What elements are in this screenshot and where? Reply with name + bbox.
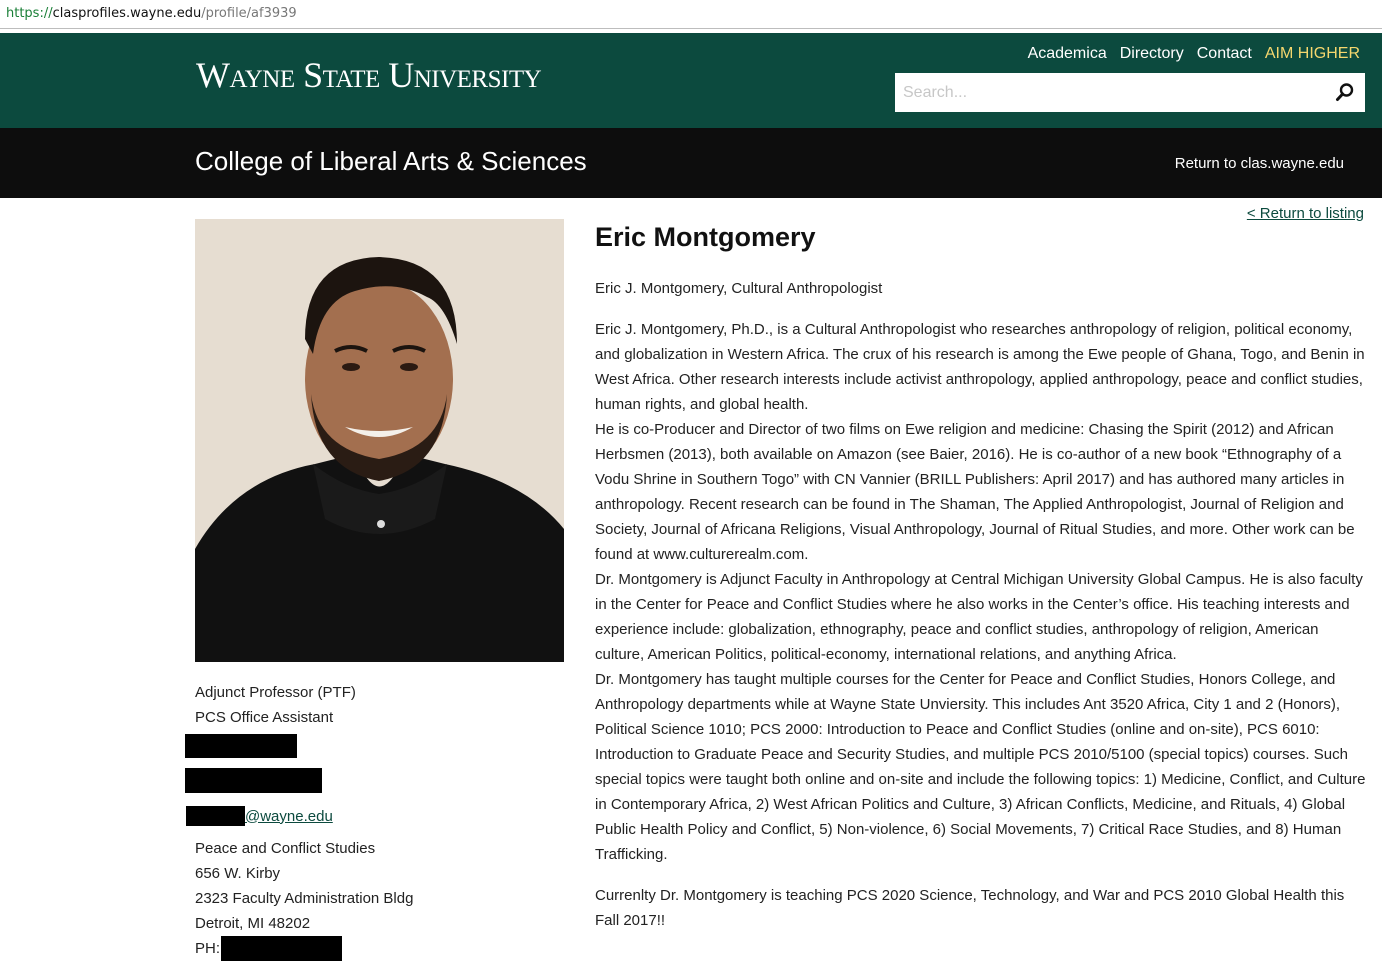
bio-paragraph: Dr. Montgomery is Adjunct Faculty in Anthropology at Central Michigan University Global Campus. He is also faculty in the Center for Peace and Conflict Studies where he also works in the Center’s office. His teaching interests and experience include: globalization, ethnography, peace and conflict studies, anthropology of religion, American culture, American Politics, political-economy, international relations, and anything Africa. — [595, 571, 1363, 663]
email-link[interactable]: @wayne.edu — [245, 807, 333, 825]
address-block — [195, 836, 413, 961]
redaction-block — [221, 936, 342, 961]
email-row — [186, 806, 333, 826]
url-protocol: https:// — [6, 6, 53, 21]
return-to-clas-link[interactable]: Return to clas.wayne.edu — [1174, 155, 1344, 172]
search-box — [895, 73, 1365, 112]
address-building: 2323 Faculty Administration Bldg — [195, 890, 414, 907]
title-office-assistant: PCS Office Assistant — [195, 709, 334, 726]
bio-paragraph: Eric J. Montgomery, Ph.D., is a Cultural Anthropologist who researches anthropology of religion, political economy, and globalization in Western Africa. The crux of his research is among the Ewe people of Ghana, Togo, and Benin in West Africa. Other research interests include activist anthropology, applied anthropology, peace and conflict studies, human rights, and global health. — [595, 321, 1365, 413]
profile-name: Eric Montgomery — [595, 222, 816, 252]
profile-content — [595, 220, 1370, 949]
nav-aim-higher[interactable]: AIM HIGHER — [1264, 45, 1360, 62]
redaction-block — [185, 734, 297, 758]
profile-titles — [195, 680, 356, 730]
nav-contact[interactable]: Contact — [1196, 45, 1252, 62]
redaction-block — [186, 806, 245, 826]
profile-bio — [595, 317, 1370, 867]
bio-paragraph: Dr. Montgomery has taught multiple courses for the Center for Peace and Conflict Studies, Honors College, and Anthropology departments while at Wayne State Unviersity. This includes Ant 3520 Africa, City 1 and 2 (Honors), Political Science 1010; PCS 2000: Introduction to Peace and Conflict Studies (online and on-site), PCS 6010: Introduction to Graduate Peace and Security Studies, and multiple PCS 2010/5100 (special topics) courses. Such special topics were taught both online and on-site and include the following topics: 1) Medicine, Conflict, and Culture in Contemporary Africa, 2) West African Politics and Culture, 3) African Conflicts, Medicine, and Rituals, 4) Global Public Health Policy and Conflict, 5) Non-violence, 6) Social Movements, 7) Critical Race Studies, and 8) Human Trafficking. — [595, 671, 1366, 863]
url-path: /profile/af3939 — [201, 6, 297, 21]
search-input[interactable] — [895, 73, 1331, 112]
current-teaching: Currenlty Dr. Montgomery is teaching PCS 2020 Science, Technology, and War and PCS 2010 Global Health this Fall 2017!! — [595, 887, 1345, 929]
profile-subtitle: Eric J. Montgomery, Cultural Anthropologist — [595, 280, 883, 297]
address-department: Peace and Conflict Studies — [195, 840, 376, 857]
url-host: clasprofiles.wayne.edu — [52, 6, 202, 21]
redaction-block — [185, 768, 322, 793]
address-city: Detroit, MI 48202 — [195, 915, 311, 932]
profile-photo — [195, 219, 564, 662]
phone-label: PH: — [195, 940, 221, 957]
nav-academica[interactable]: Academica — [1027, 45, 1107, 62]
search-icon[interactable] — [1335, 82, 1355, 102]
bio-paragraph: He is co-Producer and Director of two films on Ewe religion and medicine: Chasing the Spirit (2012) and African Herbsmen (2013), both available on Amazon (see Baier, 2016). He is co-author of a new book “Ethnography of a Vodu Shrine in Southern Togo” with CN Vannier (BRILL Publishers: April 2017) and has authored many articles in anthropology. Recent research can be found in The Shaman, The Applied Anthropologist, Journal of Religion and Society, Journal of Africana Religions, Visual Anthropology, Journal of Ritual Studies, and more. Other work can be found at www.culturerealm.com. — [595, 421, 1355, 563]
top-nav — [1028, 45, 1360, 63]
site-header — [0, 33, 1382, 128]
nav-directory[interactable]: Directory — [1119, 45, 1184, 62]
phone-row — [195, 936, 413, 961]
url-text[interactable] — [6, 6, 297, 21]
address-street: 656 W. Kirby — [195, 865, 281, 882]
college-bar — [0, 128, 1382, 198]
title-adjunct: Adjunct Professor (PTF) — [195, 684, 356, 701]
browser-address-bar[interactable] — [0, 0, 1382, 29]
college-title[interactable]: College of Liberal Arts & Sciences — [195, 146, 587, 176]
wayne-state-logo[interactable]: Wayne State University — [196, 55, 542, 95]
return-to-listing-link[interactable]: < Return to listing — [1246, 205, 1364, 222]
